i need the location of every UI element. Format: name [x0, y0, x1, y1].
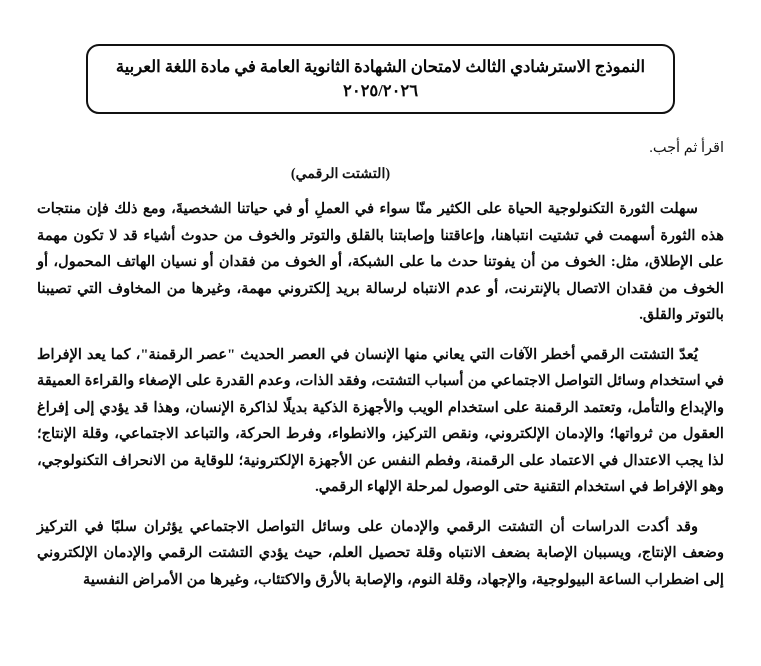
passage-paragraph: سهلت الثورة التكنولوجية الحياة على الكثير منّا سواء في العملِ أو في حياتنا الشخصيةَ، ومع ذلك فإن منتجات هذه الثورة أسهمت في تشتيت انتباهنا، وإعاقتنا وإصابتنا بالقلق والتوتر والخوف من حدوث أشياء قد لا تكون مهمة على الإطلاق، مثل: الخوف من أن يفوتنا حدث ما على الشبكة، أو الخوف من فقدان أو نسيان الهاتف المحمول، أو الخوف من فقدان الاتصال بالإنترنت، أو عدم الانتباه لرسالة بريد إلكتروني مهمة، وغيرها من المخاوف التي تصيبنا بالتوتر والقلق.	[37, 201, 724, 323]
passage-title	[37, 166, 724, 183]
passage-paragraph: وقد أكدت الدراسات أن التشتت الرقمي والإدمان على وسائل التواصل الاجتماعي يؤثران سلبًا في التركيز وضعف الإنتاج، ويسببان الإصابة بضعف الانتباه وقلة تحصيل العلم، حيث يؤدي التشتت الرقمي والإدمان الإلكتروني إلى اضطراب الساعة البيولوجية، والإجهاد، وقلة النوم، والإصابة بالأرق والاكتئاب، وغيرها من الأمراض النفسية	[37, 518, 724, 588]
exam-title-line-1: النموذج الاسترشادي الثالث لامتحان الشهادة الثانوية العامة في مادة اللغة العربية	[115, 57, 646, 76]
passage-paragraph: يُعدّ التشتت الرقمي أخطر الآفات التي يعاني منها الإنسان في العصر الحديث "عصر الرقمنة"، كما يعد الإفراط في استخدام وسائل التواصل الاجتماعي من أسباب التشتت، وفقد الذات، وعدم القدرة على الإصغاء والقراءة العميقة والإبداع والتأمل، وتعتمد الرقمنة على استخدام الويب والأجهزة الذكية بديلًا لذاكرة الإنسان، وهذا قد يؤدي إلى إفراغ العقول من ثرواتها؛ والإدمان الإلكتروني، ونقص التركيز، والانطواء، وفرط الحركة، والتباعد الاجتماعي، وقلة الإنتاج؛ لذا يجب الاعتدال في الاعتماد على الرقمنة، وفطم النفس عن الأجهزة الإلكترونية؛ للوقاية من الانحراف التكنولوجي، وهو الإفراط في استخدام التقنية حتى الوصول لمرحلة الإلهاء الرقمي.	[37, 346, 724, 495]
passage-title-text: (التشتت الرقمي)	[290, 166, 391, 182]
exam-title-academic-year: ٢٠٢٥/٢٠٢٦	[343, 80, 418, 100]
exam-title-box	[86, 44, 675, 114]
instruction-line: اقرأ ثم أجب.	[649, 140, 724, 156]
passage-body	[37, 196, 724, 593]
